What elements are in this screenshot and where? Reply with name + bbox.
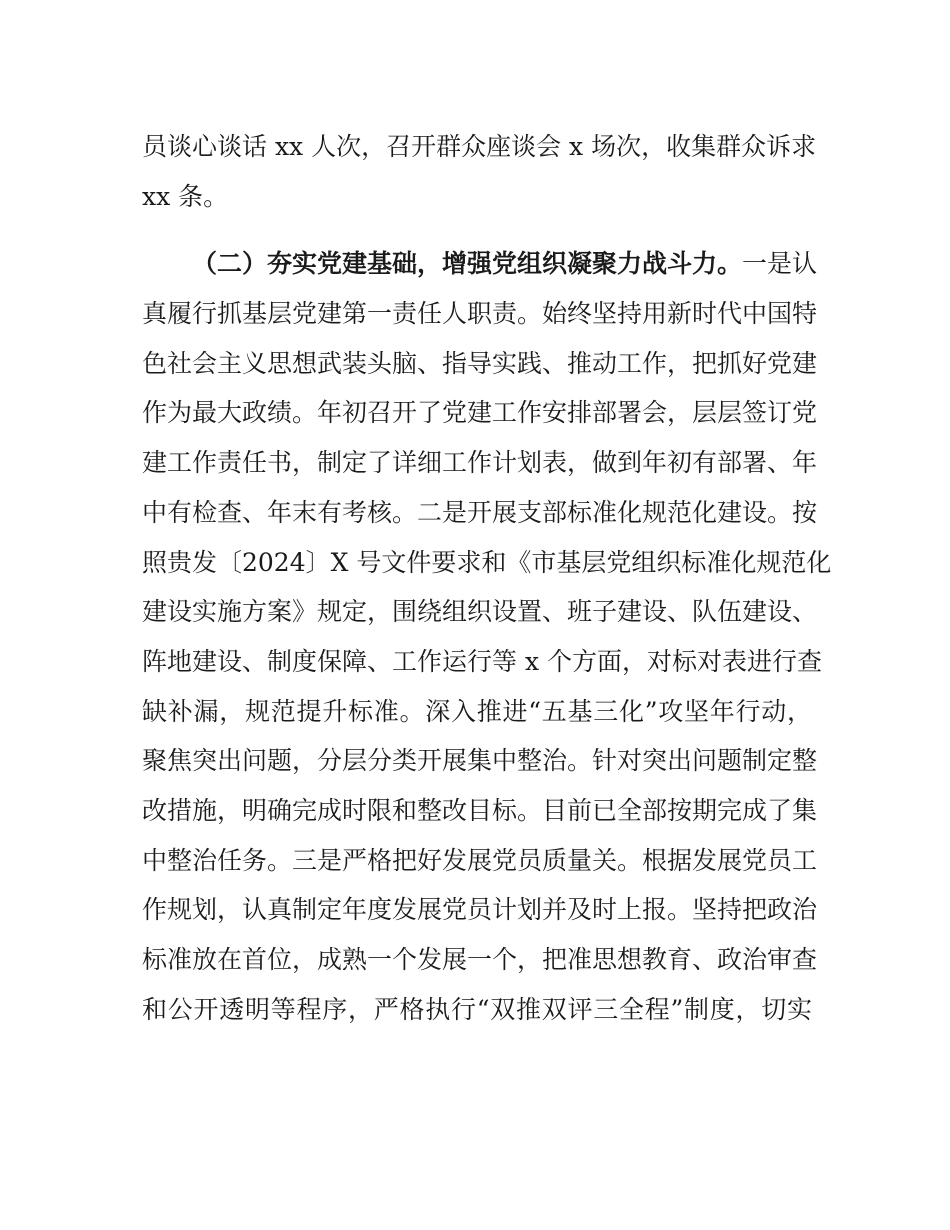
paragraph-first-line [142,239,818,289]
body-line: 中有检查、年末有考核。二是开展支部标准化规范化建设。按 [142,497,818,527]
body-line: 和公开透明等程序，严格执行“双推双评三全程”制度，切实 [142,994,812,1024]
body-line: 改措施，明确完成时限和整改目标。目前已全部按期完成了集 [142,795,818,825]
body-line: 作规划，认真制定年度发展党员计划并及时上报。坚持把政治 [142,895,818,925]
paragraph-gap [142,221,812,239]
body-line: 阵地建设、制度保障、工作运行等 x 个方面，对标对表进行查 [142,646,822,676]
body-line: 真履行抓基层党建第一责任人职责。始终坚持用新时代中国特 [142,299,818,329]
body-line: 作为最大政绩。年初召开了党建工作安排部署会，层层签订党 [142,398,818,428]
body-line: 建设实施方案》规定，围绕组织设置、班子建设、队伍建设、 [142,597,818,627]
body-line: 建工作责任书，制定了详细工作计划表，做到年初有部署、年 [142,448,818,478]
body-line: 缺补漏，规范提升标准。深入推进“五基三化”攻坚年行动， [142,696,812,726]
body-line: 聚焦突出问题，分层分类开展集中整治。针对突出问题制定整 [142,746,818,776]
body-line: 员谈心谈话 xx 人次，召开群众座谈会 x 场次，收集群众诉求 [142,132,817,161]
body-line: 标准放在首位，成熟一个发展一个，把准思想教育、政治审查 [142,945,818,974]
document-body [142,122,832,1034]
body-text: 一是认 [742,249,818,279]
body-line: 色社会主义思想武装头脑、指导实践、推动工作，把抓好党建 [142,348,818,378]
body-line: xx 条。 [142,181,229,211]
section-heading: （二）夯实党建基础，增强党组织凝聚力战斗力。 [192,249,743,279]
body-line: 照贵发〔2024〕X 号文件要求和《市基层党组织标准化规范化 [142,547,832,577]
body-line: 中整治任务。三是严格把好发展党员质量关。根据发展党员工 [142,845,818,875]
